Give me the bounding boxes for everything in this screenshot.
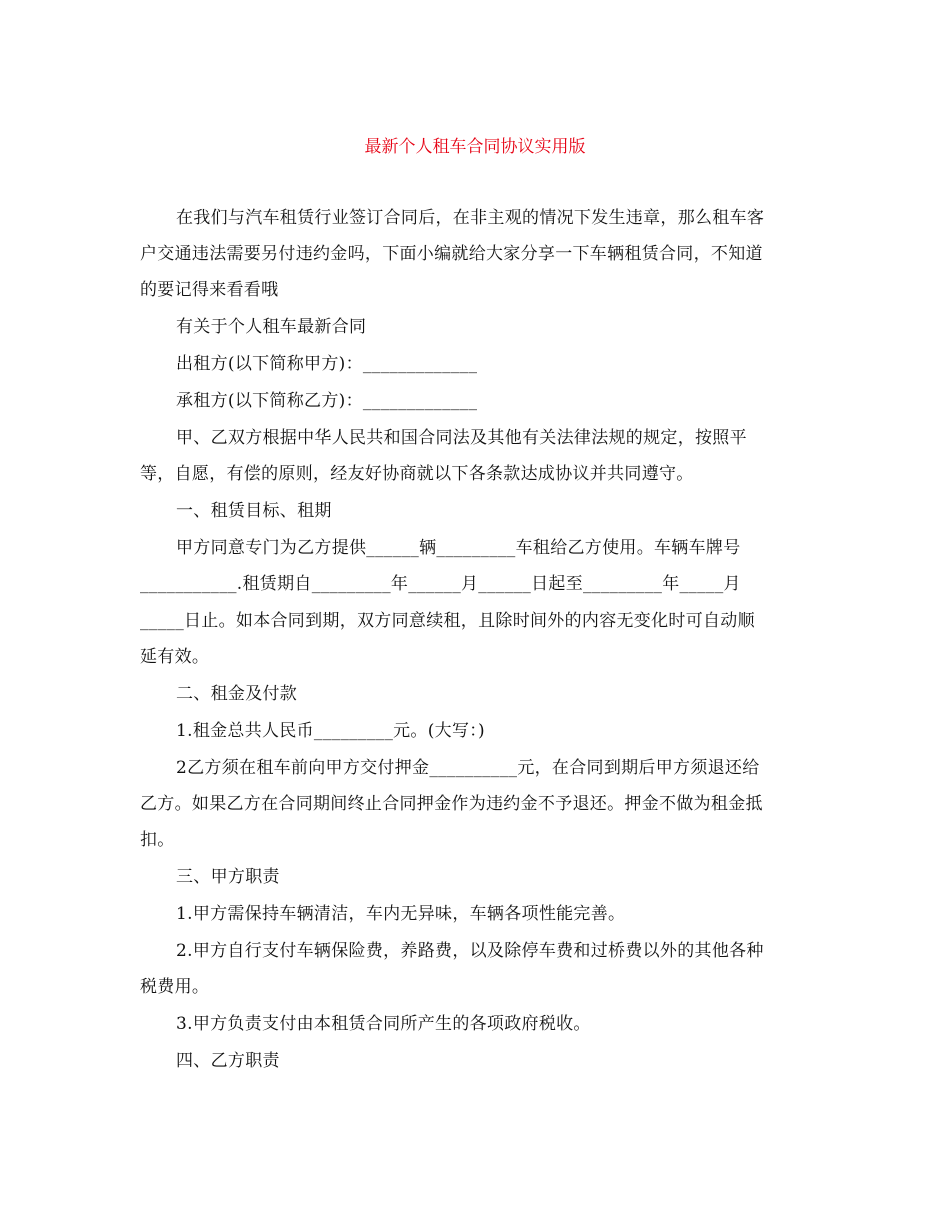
section-2-item-2-line-2: 乙方。如果乙方在合同期间终止合同押金作为违约金不予退还。押金不做为租金抵 [140,794,763,814]
preamble-line-2: 等，自愿，有偿的原则，经友好协商就以下各条款达成协议并共同遵守。 [140,464,694,484]
section-1-line-3: _____日止。如本合同到期，双方同意续租，且除时间外的内容无变化时可自动顺 [140,611,755,631]
section-2-item-1: 1.租金总共人民币_________元。(大写：) [176,721,485,741]
section-3-heading: 三、甲方职责 [176,867,280,887]
lessee-line: 承租方(以下简称乙方)：_____________ [176,391,478,411]
section-4-heading: 四、乙方职责 [176,1051,280,1071]
section-3-item-3: 3.甲方负责支付由本租赁合同所产生的各项政府税收。 [176,1014,591,1034]
section-3-item-2-line-1: 2.甲方自行支付车辆保险费，养路费，以及除停车费和过桥费以外的其他各种 [176,941,764,961]
preamble-line-1: 甲、乙双方根据中华人民共和国合同法及其他有关法律法规的规定，按照平 [176,428,747,448]
section-2-item-2-line-1: 2乙方须在租车前向甲方交付押金__________元，在合同到期后甲方须退还给 [176,758,760,778]
section-3-item-2-line-2: 税费用。 [140,977,210,997]
document-title: 最新个人租车合同协议实用版 [364,137,586,157]
intro-line-3: 的要记得来看看哦 [140,280,279,300]
section-1-line-2: ___________.租赁期自_________年______月______日起至_________年_____月 [140,574,741,594]
lessor-line: 出租方(以下简称甲方)：_____________ [176,354,478,374]
section-1-line-1: 甲方同意专门为乙方提供______辆_________车租给乙方使用。车辆车牌号 [176,538,741,558]
section-1-line-4: 延有效。 [140,647,210,667]
section-3-item-1: 1.甲方需保持车辆清洁，车内无异味，车辆各项性能完善。 [176,904,626,924]
subtitle: 有关于个人租车最新合同 [176,317,367,337]
section-1-heading: 一、租赁目标、租期 [176,501,332,521]
section-2-item-2-line-3: 扣。 [140,830,175,850]
section-2-heading: 二、租金及付款 [176,684,298,704]
intro-line-1: 在我们与汽车租赁行业签订合同后，在非主观的情况下发生违章，那么租车客 [176,208,765,228]
intro-line-2: 户交通违法需要另付违约金吗，下面小编就给大家分享一下车辆租赁合同，不知道 [140,244,763,264]
